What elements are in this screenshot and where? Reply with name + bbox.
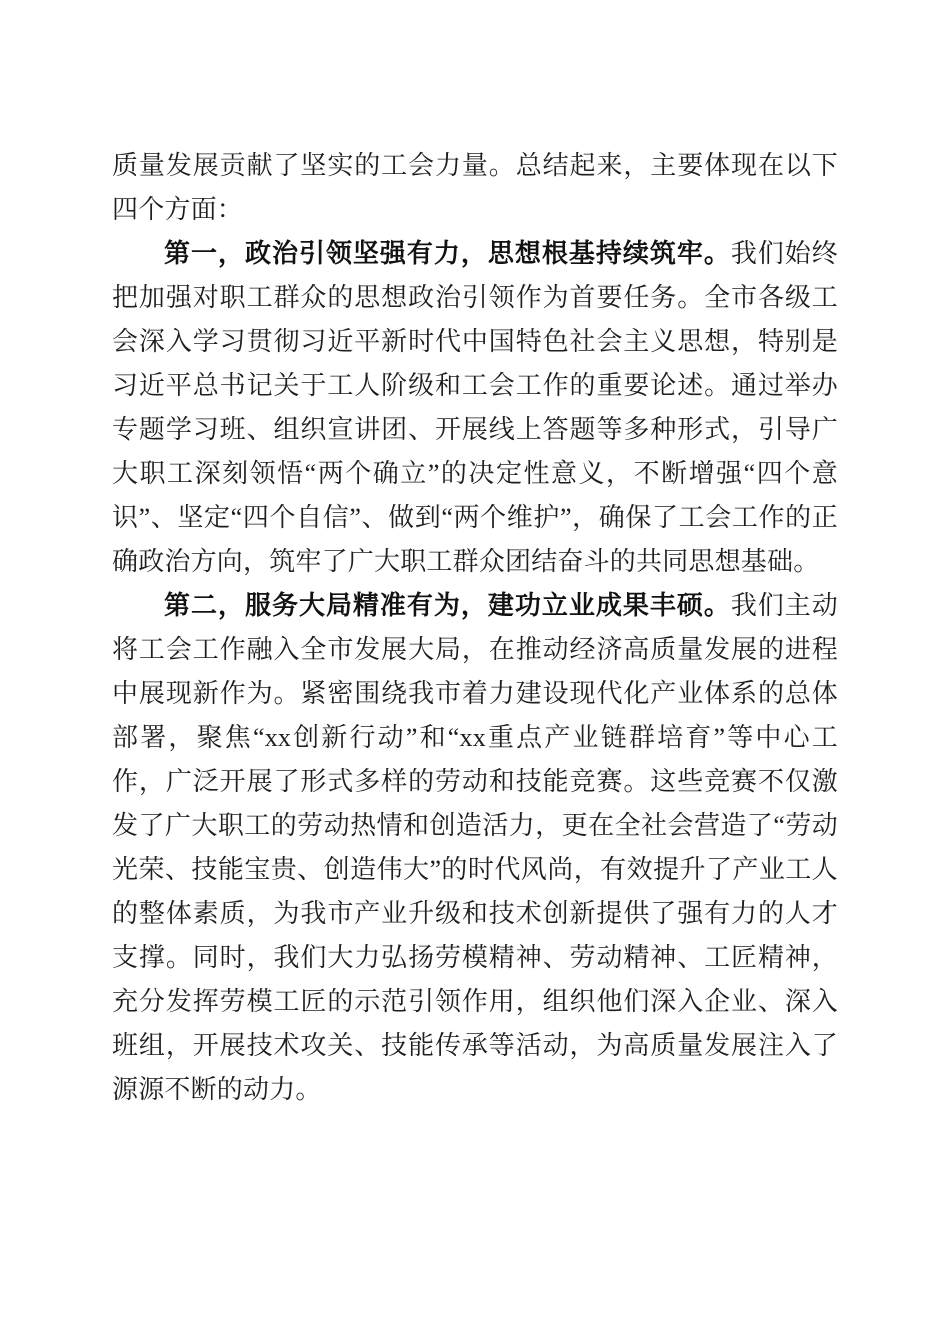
text-run: 我们主动将工会工作融入全市发展大局，在推动经济高质量发展的进程中展现新作为。紧密围绕我市着力建设现代化产业体系的总体部署，聚焦“xx创新行动”和“xx重点产业链群培育”等中心工作，广泛开展了形式多样的劳动和技能竞赛。这些竞赛不仅激发了广大职工的劳动热情和创造活力，更在全社会营造了“劳动光荣、技能宝贵、创造伟大”的时代风尚，有效提升了产业工人的整体素质，为我市产业升级和技术创新提供了强有力的人才支撑。同时，我们大力弘扬劳模精神、劳动精神、工匠精神，充分发挥劳模工匠的示范引领作用，组织他们深入企业、深入班组，开展技术攻关、技能传承等活动，为高质量发展注入了源源不断的动力。 (112, 591, 838, 1104)
paragraph (112, 584, 838, 1112)
bold-lead-run: 第一，政治引领坚强有力，思想根基持续筑牢。 (164, 239, 731, 268)
text-run: 我们始终把加强对职工群众的思想政治引领作为首要任务。全市各级工会深入学习贯彻习近平新时代中国特色社会主义思想，特别是习近平总书记关于工人阶级和工会工作的重要论述。通过举办专题学习班、组织宣讲团、开展线上答题等多种形式，引导广大职工深刻领悟“两个确立”的决定性意义，不断增强“四个意识”、坚定“四个自信”、做到“两个维护”，确保了工会工作的正确政治方向，筑牢了广大职工群众团结奋斗的共同思想基础。 (112, 239, 838, 576)
bold-lead-run: 第二，服务大局精准有为，建功立业成果丰硕。 (164, 591, 731, 620)
paragraph (112, 144, 838, 232)
paragraph (112, 232, 838, 584)
document-text-block (112, 144, 838, 1112)
text-run: 质量发展贡献了坚实的工会力量。总结起来，主要体现在以下四个方面： (112, 151, 838, 224)
